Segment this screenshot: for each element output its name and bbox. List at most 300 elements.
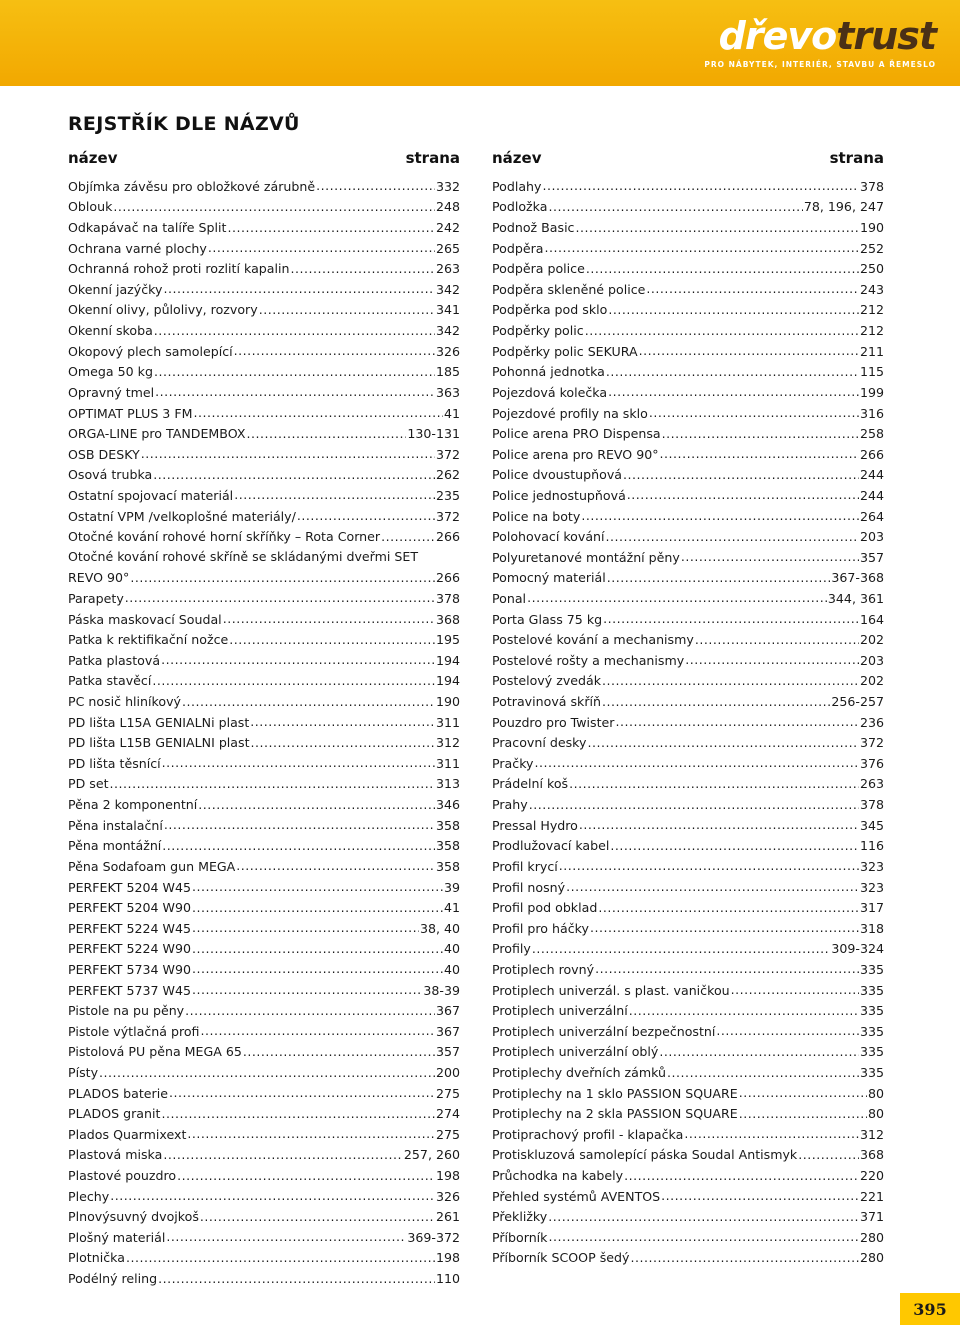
index-entry-page: 358 [435, 838, 460, 854]
dot-leader [695, 633, 859, 647]
index-entry-name: Okenní skoba [68, 323, 153, 339]
index-entry [492, 403, 884, 424]
dot-leader [646, 282, 859, 296]
index-entry-page: 275 [435, 1085, 460, 1101]
index-entry-name: Pracovní desky [492, 735, 587, 751]
index-entry-page: 235 [435, 487, 460, 503]
dot-leader [598, 901, 859, 915]
dot-leader [569, 777, 859, 791]
index-entry-name: Protiplech univerzální oblý [492, 1044, 659, 1060]
index-entry-page: 335 [859, 982, 884, 998]
index-entry-page: 313 [435, 776, 460, 792]
dot-leader [544, 241, 858, 255]
index-entry-page: 376 [859, 755, 884, 771]
index-entry [492, 320, 884, 341]
index-entry-name: Profil pro háčky [492, 920, 589, 936]
brand-tagline: PRO NÁBYTEK, INTERIÉR, STAVBU A ŘEMESLO [704, 60, 936, 69]
index-entry [492, 588, 884, 609]
index-entry-page: 194 [435, 673, 460, 689]
index-entry [492, 856, 884, 877]
index-entry-name: Postelový zvedák [492, 673, 602, 689]
dot-leader [163, 282, 434, 296]
index-entry-name: Ostatní spojovací materiál [68, 487, 234, 503]
index-entry-name: REVO 90° [68, 570, 130, 586]
index-entry-page: 116 [859, 838, 884, 854]
dot-leader [110, 777, 435, 791]
index-entry-name: Pistolová PU pěna MEGA 65 [68, 1044, 242, 1060]
dot-leader [543, 179, 859, 193]
index-entry-name: PD lišta L15A GENIALNi plast [68, 714, 250, 730]
index-entry-page: 110 [435, 1271, 460, 1287]
index-entry [68, 1227, 460, 1248]
index-entry-page: 261 [435, 1209, 460, 1225]
index-entry [492, 485, 884, 506]
index-entry-page: 317 [859, 900, 884, 916]
index-entry-name: PD lišta L15B GENIALNI plast [68, 735, 250, 751]
index-entry-name: PERFEKT 5204 W45 [68, 879, 192, 895]
index-entries-left [68, 176, 460, 1289]
index-entry [492, 650, 884, 671]
dot-leader [152, 674, 435, 688]
index-entry-page: 252 [859, 240, 884, 256]
index-entry-page: 40 [443, 961, 460, 977]
index-entry-page: 263 [435, 261, 460, 277]
dot-leader [290, 262, 434, 276]
index-entry [68, 897, 460, 918]
dot-leader [607, 571, 831, 585]
index-entry [492, 815, 884, 836]
brand-name-part2: trust [836, 14, 936, 58]
page-title: REJSTŘÍK DLE NÁZVŮ [68, 113, 300, 135]
index-entry-name: Polyuretanové montážní pěny [492, 549, 680, 565]
index-entry-name: Police dvoustupňová [492, 467, 622, 483]
index-entry-page: 258 [859, 426, 884, 442]
index-entry [68, 423, 460, 444]
dot-leader [192, 983, 422, 997]
index-entry [68, 1248, 460, 1269]
index-entry-page: 257, 260 [403, 1147, 460, 1163]
dot-leader [198, 798, 435, 812]
index-entry [68, 526, 460, 547]
index-entry-name: Protiprachový profil - klapačka [492, 1126, 684, 1142]
index-entry-name: Protiplechy dveřních zámků [492, 1065, 667, 1080]
index-entry-name: Podlahy [492, 178, 542, 194]
index-entry [492, 1124, 884, 1145]
page-number: 395 [900, 1293, 960, 1325]
dot-leader [681, 550, 859, 564]
index-entry-page: 344, 361 [827, 590, 884, 606]
index-entry-page: 212 [859, 302, 884, 318]
index-column-right [492, 146, 884, 1266]
index-entry-name: Omega 50 kg [68, 364, 153, 380]
index-entry [492, 526, 884, 547]
index-entry-page: 78, 196, 247 [803, 199, 884, 215]
index-entry-name: Pračky [492, 755, 534, 771]
index-entry [492, 176, 884, 197]
index-entry [492, 980, 884, 1001]
index-entry-page: 346 [435, 797, 460, 813]
index-entry [492, 341, 884, 362]
index-entry-name: Patka stavěcí [68, 673, 152, 689]
index-entry [492, 1000, 884, 1021]
index-entry-page: 266 [435, 529, 460, 545]
index-entry [492, 753, 884, 774]
index-entry [68, 217, 460, 238]
index-entry-name: Okenní jazýčky [68, 281, 163, 297]
index-entry [68, 238, 460, 259]
dot-leader [236, 859, 435, 873]
index-entry-page: 312 [859, 1126, 884, 1142]
index-entry [68, 320, 460, 341]
dot-leader [192, 880, 443, 894]
index-entry-page: 326 [435, 1188, 460, 1204]
dot-leader [126, 1251, 435, 1265]
index-entry-page: 190 [859, 220, 884, 236]
index-entry-page: 323 [859, 858, 884, 874]
index-entry-name: ORGA-LINE pro TANDEMBOX [68, 426, 246, 442]
index-entry [68, 753, 460, 774]
index-entry-page: 363 [435, 384, 460, 400]
dot-leader [685, 653, 859, 667]
index-entry [68, 877, 460, 898]
dot-leader [603, 612, 859, 626]
dot-leader [192, 962, 443, 976]
index-entry-page: 244 [859, 487, 884, 503]
dot-leader [661, 1189, 859, 1203]
index-entry-page: 262 [435, 467, 460, 483]
index-entry [68, 465, 460, 486]
dot-leader [297, 509, 435, 523]
dot-leader [660, 447, 859, 461]
index-entry-name: Potravinová skříň [492, 694, 602, 710]
dot-leader [667, 1066, 859, 1080]
index-entry [492, 1021, 884, 1042]
index-entry-page: 236 [859, 714, 884, 730]
dot-leader [125, 591, 435, 605]
index-entry [492, 444, 884, 465]
index-entry-name: Ochrana varné plochy [68, 240, 207, 256]
index-entry-page: 185 [435, 364, 460, 380]
index-entry-name: Plošný materiál [68, 1229, 166, 1245]
index-entry [492, 1165, 884, 1186]
dot-leader [615, 715, 858, 729]
dot-leader [141, 447, 435, 461]
index-entry-page: 335 [859, 1003, 884, 1019]
index-entry-page: 318 [859, 920, 884, 936]
index-entry-name: Pěna montážní [68, 838, 162, 854]
index-entry-name: Protiplech univerzální bezpečnostní [492, 1023, 716, 1039]
dot-leader [602, 695, 830, 709]
index-entry-page: 378 [435, 590, 460, 606]
index-entry-page: 243 [859, 281, 884, 297]
dot-leader [163, 1148, 403, 1162]
index-entry [68, 506, 460, 527]
index-entry-page: 242 [435, 220, 460, 236]
dot-leader [639, 344, 859, 358]
index-entry-page: 203 [859, 529, 884, 545]
dot-leader [187, 1127, 435, 1141]
index-entry [68, 1145, 460, 1166]
index-entry [492, 1145, 884, 1166]
index-entry-name: Police arena pro REVO 90° [492, 446, 659, 462]
index-entry-page: 130-131 [407, 426, 460, 442]
dot-leader [529, 798, 859, 812]
column-header [492, 146, 884, 170]
dot-leader [595, 962, 859, 976]
index-entry-page: 194 [435, 652, 460, 668]
index-entry-page: 372 [435, 508, 460, 524]
dot-leader [177, 1169, 435, 1183]
index-entry-name: Příborník SCOOP šedý [492, 1250, 630, 1266]
index-entry-page: 312 [435, 735, 460, 751]
index-entry-name: Protiplechy na 2 skla PASSION SQUARE [492, 1106, 738, 1122]
index-entry-page: 202 [859, 673, 884, 689]
index-entry-page: 41 [443, 405, 460, 421]
dot-leader [731, 983, 859, 997]
index-entry-name: Podélný reling [68, 1271, 158, 1287]
dot-leader [110, 1189, 435, 1203]
dot-leader [535, 756, 859, 770]
index-entry-name: Pohonná jednotka [492, 364, 605, 380]
dot-leader [630, 1251, 859, 1265]
index-entry [68, 300, 460, 321]
dot-leader [579, 818, 859, 832]
dot-leader [684, 1127, 859, 1141]
dot-leader [548, 1230, 858, 1244]
index-entry-page: 164 [859, 611, 884, 627]
index-entry [68, 1206, 460, 1227]
index-entry [68, 1186, 460, 1207]
index-entry-name: Podložka [492, 199, 548, 215]
index-entry-page: 40 [443, 941, 460, 957]
index-entry-name: PERFEKT 5734 W90 [68, 961, 192, 977]
index-entry-page: 367 [435, 1003, 460, 1019]
index-entry-page: 190 [435, 694, 460, 710]
dot-leader [566, 880, 859, 894]
index-entry [492, 197, 884, 218]
dot-leader [798, 1148, 859, 1162]
index-entry-name: Otočné kování rohové skříně se skládanými dveřmi SET [68, 548, 419, 564]
dot-leader [164, 818, 435, 832]
index-entry-name: Profil nosný [492, 879, 566, 895]
dot-leader [739, 1086, 867, 1100]
index-entry-name: Parapety [68, 590, 124, 606]
index-entry [68, 547, 460, 568]
index-entry-name: Podpěra skleněné police [492, 281, 646, 297]
index-entry [492, 279, 884, 300]
index-entry [492, 671, 884, 692]
index-entry-name: Otočné kování rohové horní skříňky – Rota Corner [68, 529, 381, 545]
column-header [68, 146, 460, 170]
index-entry-name: Pistole výtlačná profi [68, 1023, 200, 1039]
index-entry-name: Plastové pouzdro [68, 1168, 177, 1184]
index-entry [68, 774, 460, 795]
index-entry [68, 980, 460, 1001]
dot-leader [629, 1004, 859, 1018]
index-entry [492, 382, 884, 403]
index-entry-name: Pěna Sodafoam gun MEGA [68, 858, 236, 874]
index-entry-page: 200 [435, 1065, 460, 1080]
dot-leader [155, 385, 435, 399]
dot-leader [606, 365, 859, 379]
index-entry-page: 342 [435, 323, 460, 339]
index-entry [492, 1206, 884, 1227]
dot-leader [185, 1004, 435, 1018]
index-entry [492, 1227, 884, 1248]
index-entry [68, 939, 460, 960]
index-entry-page: 378 [859, 797, 884, 813]
index-entry [68, 609, 460, 630]
index-entry-name: Patka k rektifikační nožce [68, 632, 229, 648]
dot-leader [585, 324, 859, 338]
index-entry [492, 732, 884, 753]
index-entry-page: 357 [859, 549, 884, 565]
index-entry-name: Pojezdové profily na sklo [492, 405, 648, 421]
index-entry [492, 1083, 884, 1104]
dot-leader [586, 262, 859, 276]
index-entries-right [492, 176, 884, 1268]
column-header-name: název [492, 149, 542, 167]
index-entry-name: Prádelní koš [492, 776, 569, 792]
index-entry-page: 212 [859, 323, 884, 339]
index-entry-name: Osová trubka [68, 467, 153, 483]
dot-leader [662, 427, 859, 441]
index-entry-page: 198 [435, 1168, 460, 1184]
index-entry-name: Prodlužovací kabel [492, 838, 610, 854]
index-entry-name: Protiplechy na 1 sklo PASSION SQUARE [492, 1085, 738, 1101]
index-entry-name: Police jednostupňová [492, 487, 626, 503]
index-entry [68, 1062, 460, 1083]
index-entry-name: PLADOS granit [68, 1106, 161, 1122]
index-entry-page: 38-39 [423, 982, 460, 998]
dot-leader [158, 1272, 435, 1286]
dot-leader [587, 736, 859, 750]
index-entry [68, 1021, 460, 1042]
index-entry-page: 38, 40 [419, 920, 460, 936]
index-entry [492, 547, 884, 568]
dot-leader [649, 406, 859, 420]
index-entry-name: Ponal [492, 590, 527, 606]
dot-leader [193, 406, 443, 420]
dot-leader [716, 1024, 859, 1038]
index-entry-page: 367-368 [831, 570, 884, 586]
dot-leader [162, 839, 435, 853]
index-entry-name: Plnovýsuvný dvojkoš [68, 1209, 199, 1225]
index-entry-name: Protiplech rovný [492, 961, 595, 977]
index-entry-page: 256-257 [831, 694, 884, 710]
dot-leader [739, 1107, 867, 1121]
index-entry-name: Přehled systémů AVENTOS [492, 1188, 661, 1204]
dot-leader [192, 942, 443, 956]
index-entry-page: 357 [435, 1044, 460, 1060]
index-entry-name: Podpěrky polic SEKURA [492, 343, 638, 359]
index-entry-name: Odkapávač na talíře Split [68, 220, 227, 236]
index-entry-name: Pistole na pu pěny [68, 1003, 185, 1019]
index-entry [68, 258, 460, 279]
dot-leader [113, 200, 435, 214]
dot-leader [624, 1169, 859, 1183]
index-entry-name: Průchodka na kabely [492, 1168, 624, 1184]
column-header-page: strana [829, 149, 884, 167]
dot-leader [243, 1045, 435, 1059]
index-entry [68, 197, 460, 218]
dot-leader [130, 571, 435, 585]
index-entry-page: 266 [859, 446, 884, 462]
index-entry-name: Ostatní VPM /velkoplošné materiály/ [68, 508, 296, 524]
index-entry-name: Plotnička [68, 1250, 125, 1266]
index-entry-page: 378 [859, 178, 884, 194]
index-entry-page: 265 [435, 240, 460, 256]
dot-leader [316, 179, 435, 193]
index-entry [68, 1042, 460, 1063]
header-band [0, 0, 960, 86]
index-entry-name: Podpěrka pod sklo [492, 302, 608, 318]
dot-leader [627, 488, 859, 502]
dot-leader [259, 303, 435, 317]
dot-leader [192, 901, 443, 915]
index-entry-name: Profily [492, 941, 531, 957]
index-entry-name: Pomocný materiál [492, 570, 606, 586]
index-entry-name: Příborník [492, 1229, 548, 1245]
index-entry [68, 1268, 460, 1289]
index-entry [492, 609, 884, 630]
index-entry-page: 275 [435, 1126, 460, 1142]
column-header-page: strana [405, 149, 460, 167]
index-entry-name: Podnož Basic [492, 220, 575, 236]
index-entry [68, 1000, 460, 1021]
dot-leader [182, 695, 435, 709]
index-entry-name: Podpěrky polic [492, 323, 584, 339]
index-entry-page: 263 [859, 776, 884, 792]
index-entry-page: 323 [859, 879, 884, 895]
index-entry-name: PERFEKT 5224 W90 [68, 941, 192, 957]
dot-leader [576, 221, 859, 235]
index-entry [68, 712, 460, 733]
index-entry-page: 221 [859, 1188, 884, 1204]
index-entry-page: 266 [435, 570, 460, 586]
index-entry-name: Protiskluzová samolepící páska Soudal Antismyk [492, 1147, 798, 1163]
index-entry [492, 836, 884, 857]
index-entry [492, 361, 884, 382]
index-column-left [68, 146, 460, 1287]
dot-leader [602, 674, 859, 688]
dot-leader [610, 839, 859, 853]
index-entry [492, 959, 884, 980]
dot-leader [192, 921, 419, 935]
dot-leader [246, 427, 406, 441]
index-entry [68, 1103, 460, 1124]
index-entry-name: Pěna instalační [68, 817, 163, 833]
index-entry-name: PERFEKT 5224 W45 [68, 920, 192, 936]
index-entry-page: 264 [859, 508, 884, 524]
dot-leader [623, 468, 859, 482]
dot-leader [161, 653, 435, 667]
index-entry-name: PC nosič hliníkový [68, 694, 181, 710]
index-entry-name: Páska maskovací Soudal [68, 611, 222, 627]
index-entry [492, 1042, 884, 1063]
index-entry-page: 280 [859, 1250, 884, 1266]
index-entry-page: 195 [435, 632, 460, 648]
index-entry-name: Pressal Hydro [492, 817, 578, 833]
index-entry [68, 836, 460, 857]
index-entry [492, 1186, 884, 1207]
index-entry-page: 202 [859, 632, 884, 648]
dot-leader [153, 468, 435, 482]
index-entry-name: Opravný tmel [68, 384, 155, 400]
dot-leader [166, 1230, 406, 1244]
dot-leader [162, 756, 435, 770]
brand-logo [704, 14, 938, 76]
